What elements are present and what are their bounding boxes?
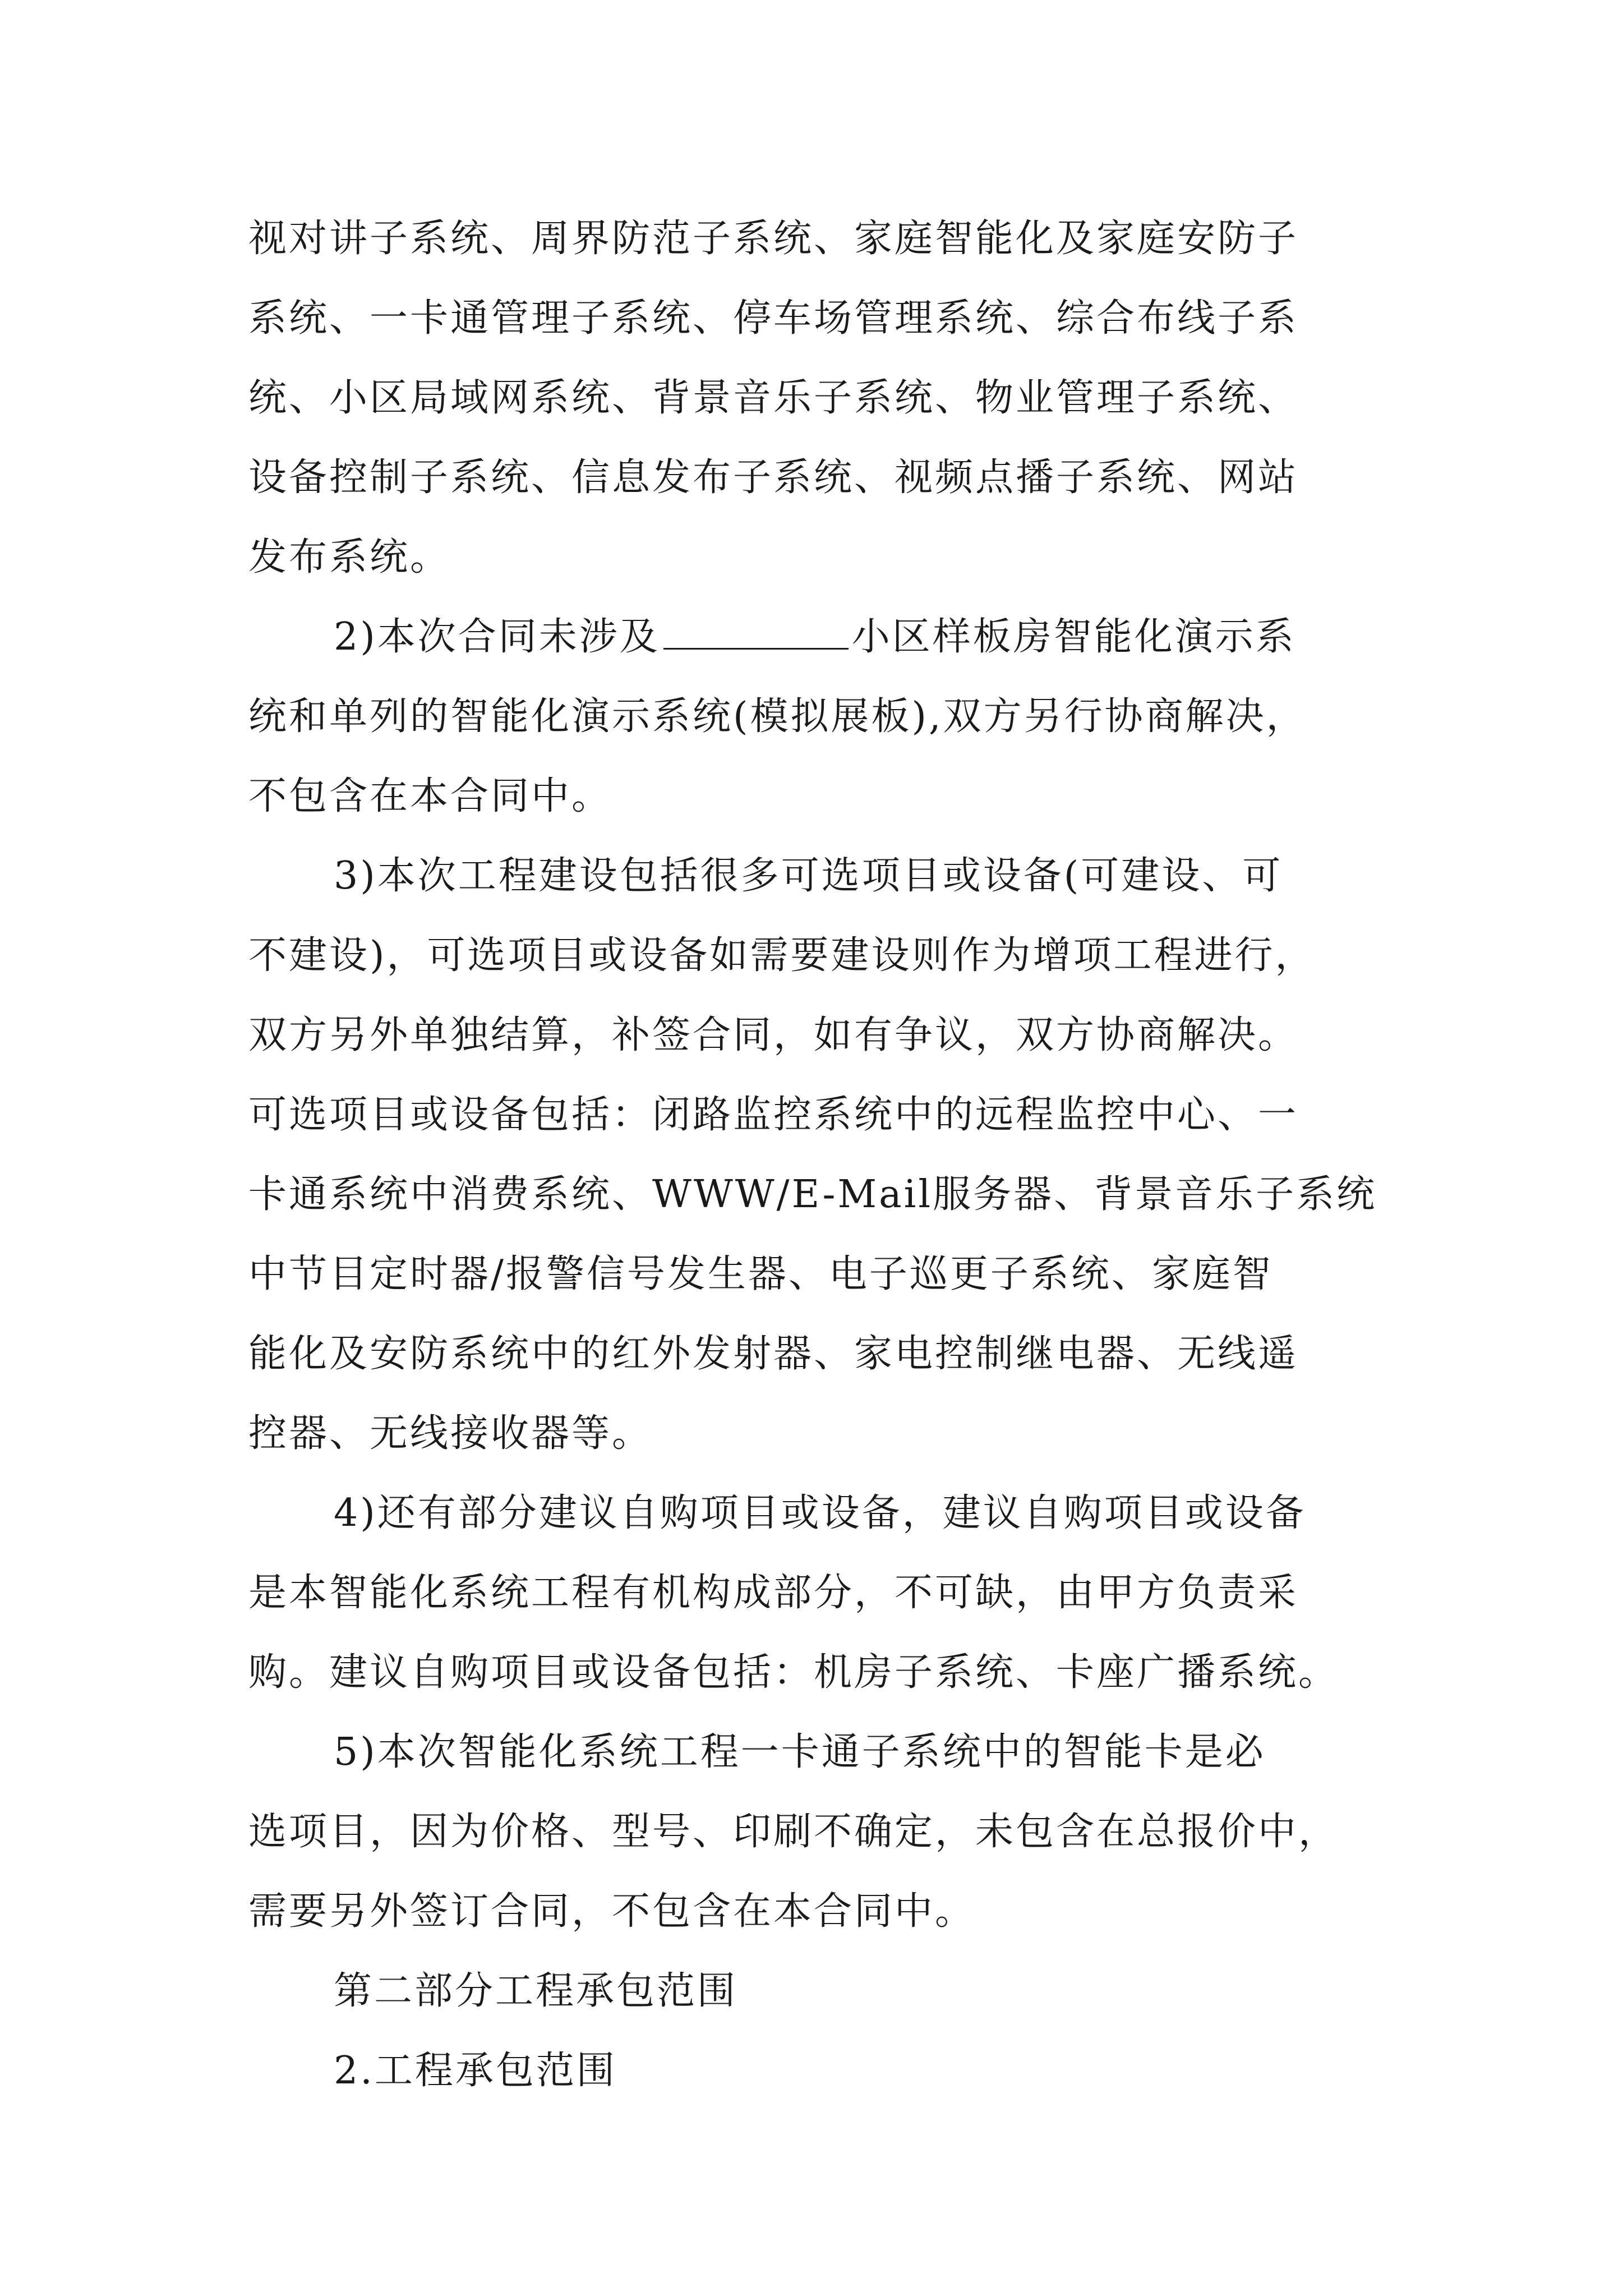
text-line: 视对讲子系统、周界防范子系统、家庭智能化及家庭安防子	[248, 217, 1299, 261]
text-line: 选项目，因为价格、型号、印刷不确定，未包含在总报价中，	[248, 1810, 1339, 1854]
heading-text: 第二部分工程承包范围	[334, 1969, 738, 2013]
heading-section-2	[248, 2031, 1393, 2111]
paragraph-item-2	[248, 597, 1393, 836]
heading-part-two	[248, 1952, 1393, 2031]
paragraph-item-4	[248, 1474, 1393, 1713]
text-line: 不包含在本合同中。	[248, 774, 612, 818]
text-line: 控器、无线接收器等。	[248, 1411, 653, 1456]
paragraph-item-3	[248, 836, 1393, 1474]
text-line: 统、小区局域网系统、背景音乐子系统、物业管理子系统、	[248, 376, 1299, 420]
document-body	[248, 199, 1393, 2111]
heading-text: 2.工程承包范围	[334, 2049, 617, 2093]
text-line: 是本智能化系统工程有机构成部分，不可缺，由甲方负责采	[248, 1571, 1299, 1615]
text-line: 5)本次智能化系统工程一卡通子系统中的智能卡是必	[334, 1730, 1266, 1774]
text-line: 设备控制子系统、信息发布子系统、视频点播子系统、网站	[248, 455, 1299, 500]
paragraph-item-5	[248, 1713, 1393, 1952]
text-line: 系统、一卡通管理子系统、停车场管理系统、综合布线子系	[248, 296, 1299, 341]
text-line: 统和单列的智能化演示系统(模拟展板),双方另行协商解决，	[248, 694, 1307, 739]
text-segment: 小区样板房智能化演示系	[851, 615, 1296, 659]
text-line: 卡通系统中消费系统、WWW/E-Mail服务器、背景音乐子系统	[248, 1172, 1377, 1217]
text-segment: 2)本次合同未涉及	[334, 615, 660, 659]
text-line: 3)本次工程建设包括很多可选项目或设备(可建设、可	[334, 854, 1283, 898]
fill-in-blank	[663, 615, 849, 650]
text-line: 中节目定时器/报警信号发生器、电子巡更子系统、家庭智	[248, 1252, 1273, 1296]
text-line: 购。建议自购项目或设备包括：机房子系统、卡座广播系统。	[248, 1650, 1339, 1695]
text-line: 可选项目或设备包括：闭路监控系统中的远程监控中心、一	[248, 1093, 1299, 1137]
text-line: 需要另外签订合同，不包含在本合同中。	[248, 1889, 976, 1934]
text-line: 4)还有部分建议自购项目或设备，建议自购项目或设备	[334, 1491, 1306, 1535]
text-line: 不建设)，可选项目或设备如需要建设则作为增项工程进行，	[248, 933, 1316, 978]
text-line: 能化及安防系统中的红外发射器、家电控制继电器、无线遥	[248, 1332, 1299, 1376]
paragraph-system-list	[248, 199, 1393, 597]
text-line: 发布系统。	[248, 535, 451, 579]
text-line: 双方另外单独结算，补签合同，如有争议，双方协商解决。	[248, 1013, 1299, 1057]
text-line	[248, 597, 1393, 677]
